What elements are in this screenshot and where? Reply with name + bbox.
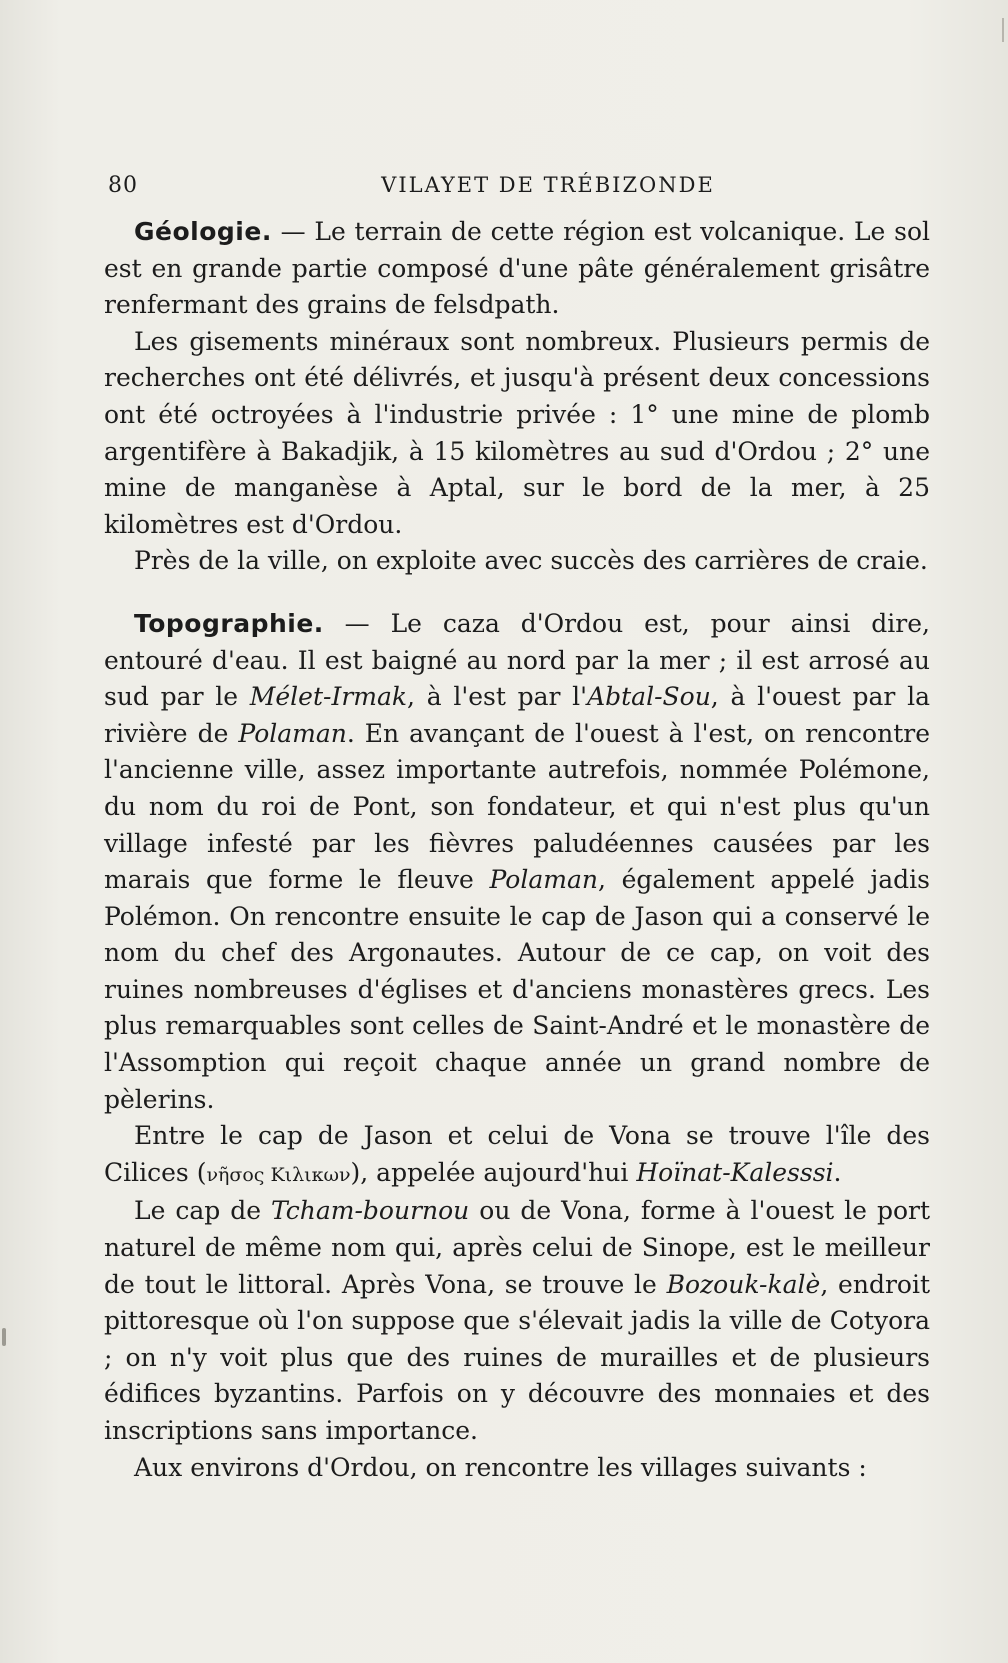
text-segment: ), appelée aujourd'hui: [350, 1157, 637, 1187]
body-text: [104, 214, 930, 1486]
page-number: 80: [108, 173, 138, 198]
geologie-paragraph-3: Près de la ville, on exploite avec succès des carrières de craie.: [134, 546, 928, 576]
topographie-paragraph-3: [104, 1193, 930, 1449]
page-header: [108, 173, 928, 207]
geologie-paragraph-2: Les gisements minéraux sont nombreux. Plusieurs permis de recherches ont été délivrés, et jusqu'à présent deux concessions ont été octroyées à l'industrie privée : 1° une mine de plomb argentifère à Bakadjik, à 15 kilomètres au sud d'Ordou ; 2° une mine de manganèse à Aptal, sur le bord de la mer, à 25 kilomètres est d'Ordou.: [104, 326, 930, 539]
greek-text: νῆσος Κιλικων: [206, 1163, 351, 1186]
place-name: Polaman: [489, 865, 598, 895]
text-segment: Le cap de: [134, 1196, 272, 1226]
place-name: Abtal-Sou: [587, 682, 711, 712]
topographie-paragraph-4: Aux environs d'Ordou, on rencontre les villages suivants :: [134, 1452, 867, 1482]
text-segment: ou de Vona, forme à l'ouest le port naturel de même nom qui, après celui de Sinope, est le meilleur de tout le littoral. Après Vona, se trouve le: [104, 1196, 930, 1299]
text-segment: , endroit pittoresque où l'on suppose que s'élevait jadis la ville de Cotyora ; on n'y voit plus que des ruines de murailles et de plusieurs édifices byzantins. Parfois on y découvre des monnaies et des inscriptions sans importance.: [104, 1269, 930, 1445]
text-segment: .: [833, 1157, 842, 1187]
heading-dash: —: [323, 608, 391, 638]
geologie-text-1: Le terrain de cette région est volcanique. Le sol est en grande partie composé d'une pâte généralement grisâtre renfermant des grains de felsdpath.: [104, 217, 930, 320]
text-segment: , à l'est par l': [407, 682, 588, 712]
text-segment: Entre le cap de Jason et celui de Vona se trouve l'île des Cilices (: [104, 1121, 930, 1187]
margin-mark: [2, 1328, 6, 1346]
text-segment: . En avançant de l'ouest à l'est, on rencontre l'ancienne ville, assez importante autrefois, nommée Polémone, du nom du roi de Pont, son fondateur, et qui n'est plus qu'un village infesté par les fièvres paludéennes causées par les marais que forme le fleuve: [104, 718, 930, 895]
geologie-paragraph-1: [104, 214, 930, 324]
topographie-paragraph-1: [104, 606, 930, 1118]
place-name: Mélet-Irmak: [249, 682, 408, 712]
place-name: Bozouk-kalè: [666, 1269, 821, 1299]
heading-dash: —: [271, 217, 315, 246]
text-segment: , à l'ouest par la rivière de: [104, 682, 930, 748]
text-segment: Le caza d'Ordou est, pour ainsi dire, entouré d'eau. Il est baigné au nord par la mer ; il est arrosé au sud par le: [104, 608, 930, 712]
place-name: Tcham-bournou: [271, 1196, 470, 1226]
place-name: Hoïnat-Kalesssi: [636, 1157, 834, 1187]
place-name: Polaman: [238, 718, 347, 748]
topographie-heading: Topographie.: [134, 608, 324, 638]
text-segment: , également appelé jadis Polémon. On rencontre ensuite le cap de Jason qui a conservé le nom du chef des Argonautes. Autour de ce cap, on voit des ruines nombreuses d'églises et d'anciens monastères grecs. Les plus remarquables sont celles de Saint-André et le monastère de l'Assomption qui reçoit chaque année un grand nombre de pèlerins.: [104, 865, 930, 1114]
running-title: VILAYET DE TRÉBIZONDE: [381, 173, 715, 197]
geologie-heading: Géologie.: [134, 217, 272, 246]
topographie-paragraph-2: [104, 1118, 930, 1193]
page-edge-mark: [1002, 18, 1004, 42]
